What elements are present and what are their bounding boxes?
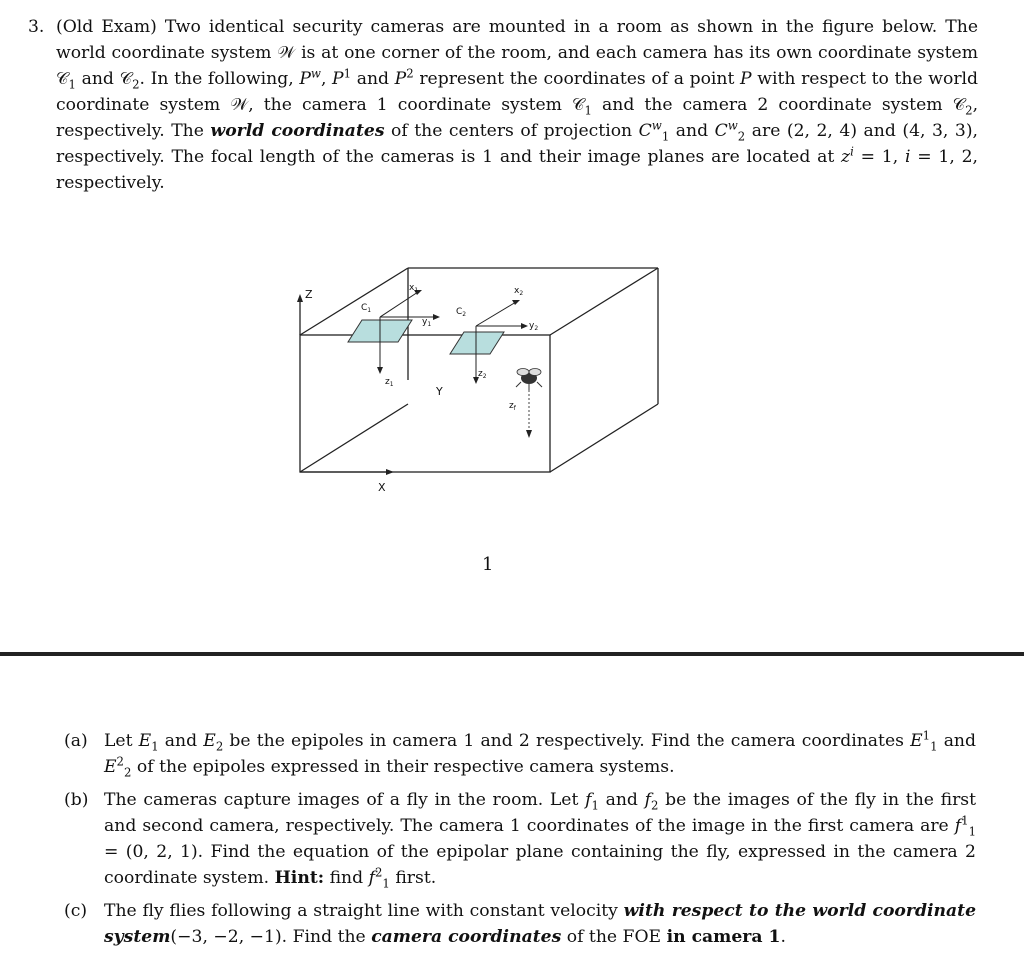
part-c: (c) The fly flies following a straight line with constant velocity with respect to the world coordinate system(−3, −2, −1). Find the camera coordinates of the FOE in camera 1.: [64, 901, 976, 947]
label-x1: $x_1$: [409, 283, 419, 294]
label-x2: $x_2$: [514, 286, 524, 297]
x-arrowhead: [386, 469, 394, 475]
label-y1: $y_1$: [422, 317, 432, 328]
camera-2-x-axis: [476, 302, 516, 326]
world-coordinates-emphasis: world coordinates: [210, 121, 385, 141]
label-y: Y: [436, 385, 443, 398]
z-arrowhead: [297, 294, 303, 302]
page-separator: [0, 652, 1024, 656]
label-y2: $y_2$: [529, 321, 539, 332]
page-number: 1: [482, 554, 494, 575]
subquestions: [64, 728, 976, 957]
label-z1: $z_1$: [385, 377, 394, 388]
room-camera-figure: [280, 262, 680, 502]
room-edge-bottom-right: [550, 404, 658, 472]
label-z2: $z_2$: [478, 369, 487, 380]
room-edge-x-axis-diagonal: [300, 404, 408, 472]
label-zf: $z_f$: [509, 401, 516, 412]
fly-trajectory-arrowhead: [526, 430, 532, 438]
part-b: (b) The cameras capture images of a fly in the room. Let $f_1$ and $f_2$ be the images of the fly in the first and second camera, respectively. The camera 1 coordinates of the image in the first camera are $f^1_1 = (0$, 2, 1). Find the equation of the epipolar plane containing the fly, expressed in the camera 2 coordinate system. Hint: find $f^2_1$ first.: [64, 790, 977, 891]
problem-statement: (Old Exam) Two identical security cameras are mounted in a room as shown in the figure below. The world coordinate system 𝒲 is at one corner of the room, and each camera has its own coordinate system 𝒞$_1$ and 𝒞$_2$. In the following, $P^w$, $P^1$ and $P^2$ represent the coordinates of a point P with respect to the world coordinate system 𝒲, the camera 1 coordinate system 𝒞$_1$ and the camera 2 coordinate system 𝒞$_2$, respectively. The world coordinates of the centers of projection $C^w_1$ and $C^w_2$ are (2, 2, 4) and (4, 3, 3), respectively. The focal length of the cameras is 1 and their image planes are located at $z^i = 1$, i = 1, 2, respectively.: [56, 17, 979, 193]
camera-1-x-axis: [380, 292, 418, 317]
label-c2: $C_2$: [456, 307, 467, 318]
hint-label: Hint:: [274, 868, 325, 888]
problem-3: [28, 14, 978, 196]
part-a: (a) Let $E_1$ and $E_2$ be the epipoles in camera 1 and 2 respectively. Find the camera coordinates $E^1_1$ and $E^2_2$ of the epipoles expressed in their respective camera systems.: [64, 728, 977, 780]
room-diagram: [280, 262, 680, 502]
label-z: Z: [305, 288, 313, 301]
label-x: X: [378, 481, 386, 494]
fly-icon: [516, 369, 542, 391]
problem-number: 3.: [28, 17, 45, 37]
room-edge-top-right: [550, 268, 658, 335]
label-c1: $C_1$: [361, 303, 372, 314]
